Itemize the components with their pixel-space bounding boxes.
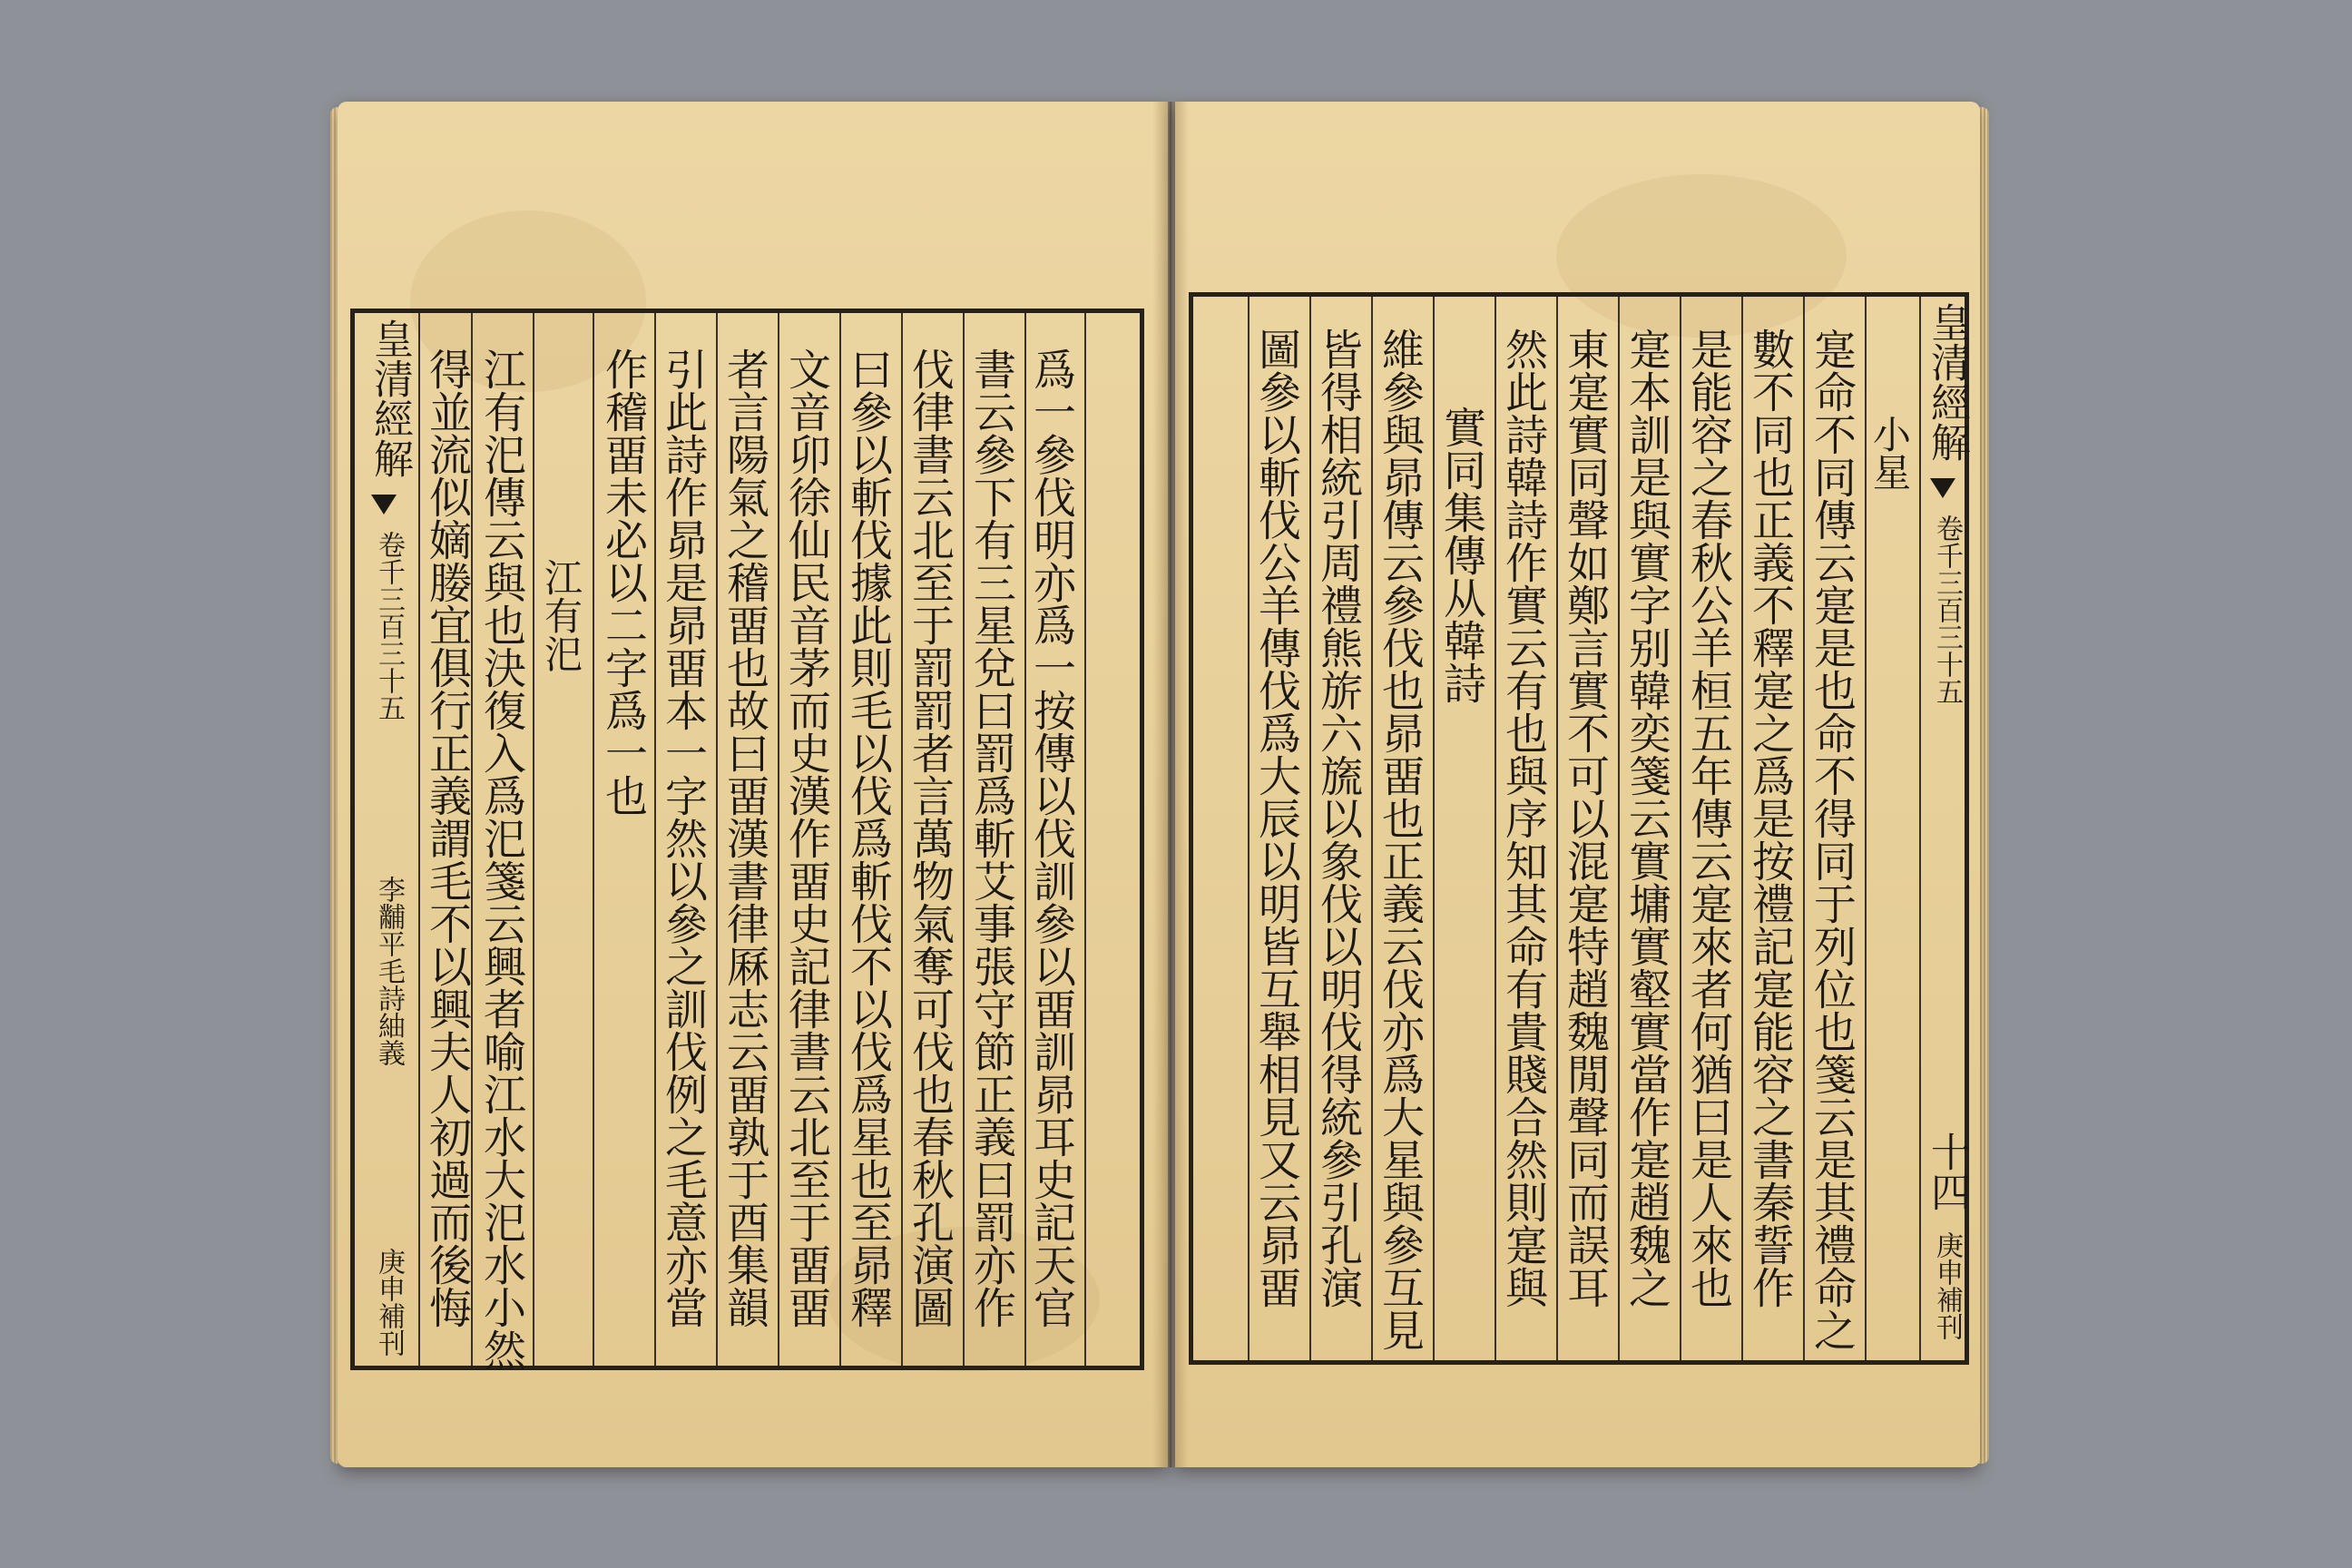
column-rule bbox=[1618, 297, 1620, 1360]
margin-title: 皇清經解 bbox=[1924, 302, 1970, 462]
column-rule bbox=[963, 313, 965, 1366]
text-column-8: 維參與昴傳云參伐也昴畱也正義云伐亦爲大星與參互見 bbox=[1375, 328, 1425, 1351]
margin-bottom: 庚申補刊 bbox=[373, 1248, 405, 1357]
column-rule bbox=[1919, 297, 1921, 1360]
text-column-9: 皆得相統引周禮熊旂六旒以象伐以明伐得統參引孔演 bbox=[1313, 328, 1363, 1308]
column-rule bbox=[1371, 297, 1373, 1360]
page-number: 十四 bbox=[1924, 1132, 1970, 1211]
column-rule bbox=[533, 313, 534, 1366]
text-column-10: 得並流似嫡媵宜俱行正義謂毛不以興夫人初過而後悔 bbox=[422, 348, 472, 1328]
book-gutter bbox=[1152, 102, 1189, 1467]
margin-author: 李黼平毛詩紬義 bbox=[373, 876, 405, 1066]
column-rule bbox=[654, 313, 656, 1366]
text-column-2: 書云參下有三星兌曰罰爲斬艾事張守節正義曰罰亦作 bbox=[966, 348, 1016, 1328]
column-rule bbox=[839, 313, 841, 1366]
text-column-5: 東寔實同聲如鄭言實不可以混寔特趙魏閒聲同而誤耳 bbox=[1560, 328, 1610, 1308]
column-rule bbox=[593, 313, 594, 1366]
column-rule bbox=[1741, 297, 1743, 1360]
text-column-9: 江有汜傳云與也決復入爲汜箋云興者喻江水大汜水小然 bbox=[476, 348, 526, 1371]
text-column-7: 引此詩作昴是昴畱本一字然以參之訓伐例之毛意亦當 bbox=[658, 348, 708, 1328]
text-column-3: 是能容之春秋公羊桓五年傳云寔來者何猶曰是人來也 bbox=[1683, 328, 1733, 1308]
text-column-8: 作稽畱未必以二字爲一也 bbox=[598, 348, 648, 817]
text-column-1: 寔命不同傳云寔是也命不得同于列位也箋云是其禮命之 bbox=[1807, 328, 1857, 1351]
column-rule bbox=[1494, 297, 1496, 1360]
column-rule bbox=[778, 313, 779, 1366]
column-rule bbox=[1865, 297, 1867, 1360]
column-rule bbox=[418, 313, 420, 1366]
column-rule bbox=[1248, 297, 1250, 1360]
text-column-4: 曰參以斬伐據此則毛以伐爲斬伐不以伐爲星也至昴釋 bbox=[843, 348, 893, 1328]
text-column-4: 寔本訓是與實字别韓奕箋云實墉實壑實當作寔趙魏之 bbox=[1622, 328, 1671, 1308]
section-heading: 小星 bbox=[1867, 415, 1912, 491]
margin-subtitle: 卷千三百三十五 bbox=[1931, 514, 1963, 705]
section-heading: 江有汜 bbox=[539, 558, 583, 672]
column-rule bbox=[1084, 313, 1086, 1366]
text-column-1: 爲一參伐明亦爲一按傳以伐訓參以畱訓昴耳史記天官 bbox=[1026, 348, 1076, 1328]
fishtail-mark bbox=[371, 495, 397, 514]
fishtail-mark bbox=[1930, 478, 1955, 498]
margin-bottom: 庚申補刊 bbox=[1931, 1231, 1963, 1340]
column-rule bbox=[1309, 297, 1311, 1360]
column-rule bbox=[1803, 297, 1805, 1360]
text-column-6: 者言陽氣之稽畱也故曰畱漢書律厤志云畱孰于酉集韻 bbox=[720, 348, 769, 1328]
text-column-5: 文音卯徐仙民音茅而史漢作畱史記律書云北至于畱畱 bbox=[781, 348, 831, 1328]
column-rule bbox=[1680, 297, 1681, 1360]
column-rule bbox=[716, 313, 718, 1366]
column-rule bbox=[1556, 297, 1558, 1360]
text-column-2: 數不同也正義不釋寔之爲是按禮記寔能容之書秦誓作 bbox=[1745, 328, 1795, 1308]
left-text-block bbox=[350, 309, 1144, 1370]
text-column-10: 圖參以斬伐公羊傳伐爲大辰以明皆互舉相見又云昴畱 bbox=[1251, 328, 1301, 1308]
text-column-7: 實同集傳从韓詩 bbox=[1436, 406, 1486, 704]
text-column-3: 伐律書云北至于罰罰者言萬物氣奪可伐也春秋孔演圖 bbox=[905, 348, 955, 1328]
margin-title: 皇清經解 bbox=[367, 318, 413, 478]
column-rule bbox=[901, 313, 903, 1366]
margin-subtitle: 卷千三百三十五 bbox=[373, 531, 405, 721]
right-text-block bbox=[1189, 292, 1969, 1365]
text-column-6: 然此詩韓詩作實云有也與序知其命有貴賤合然則寔與 bbox=[1498, 328, 1548, 1308]
column-rule bbox=[1433, 297, 1435, 1360]
